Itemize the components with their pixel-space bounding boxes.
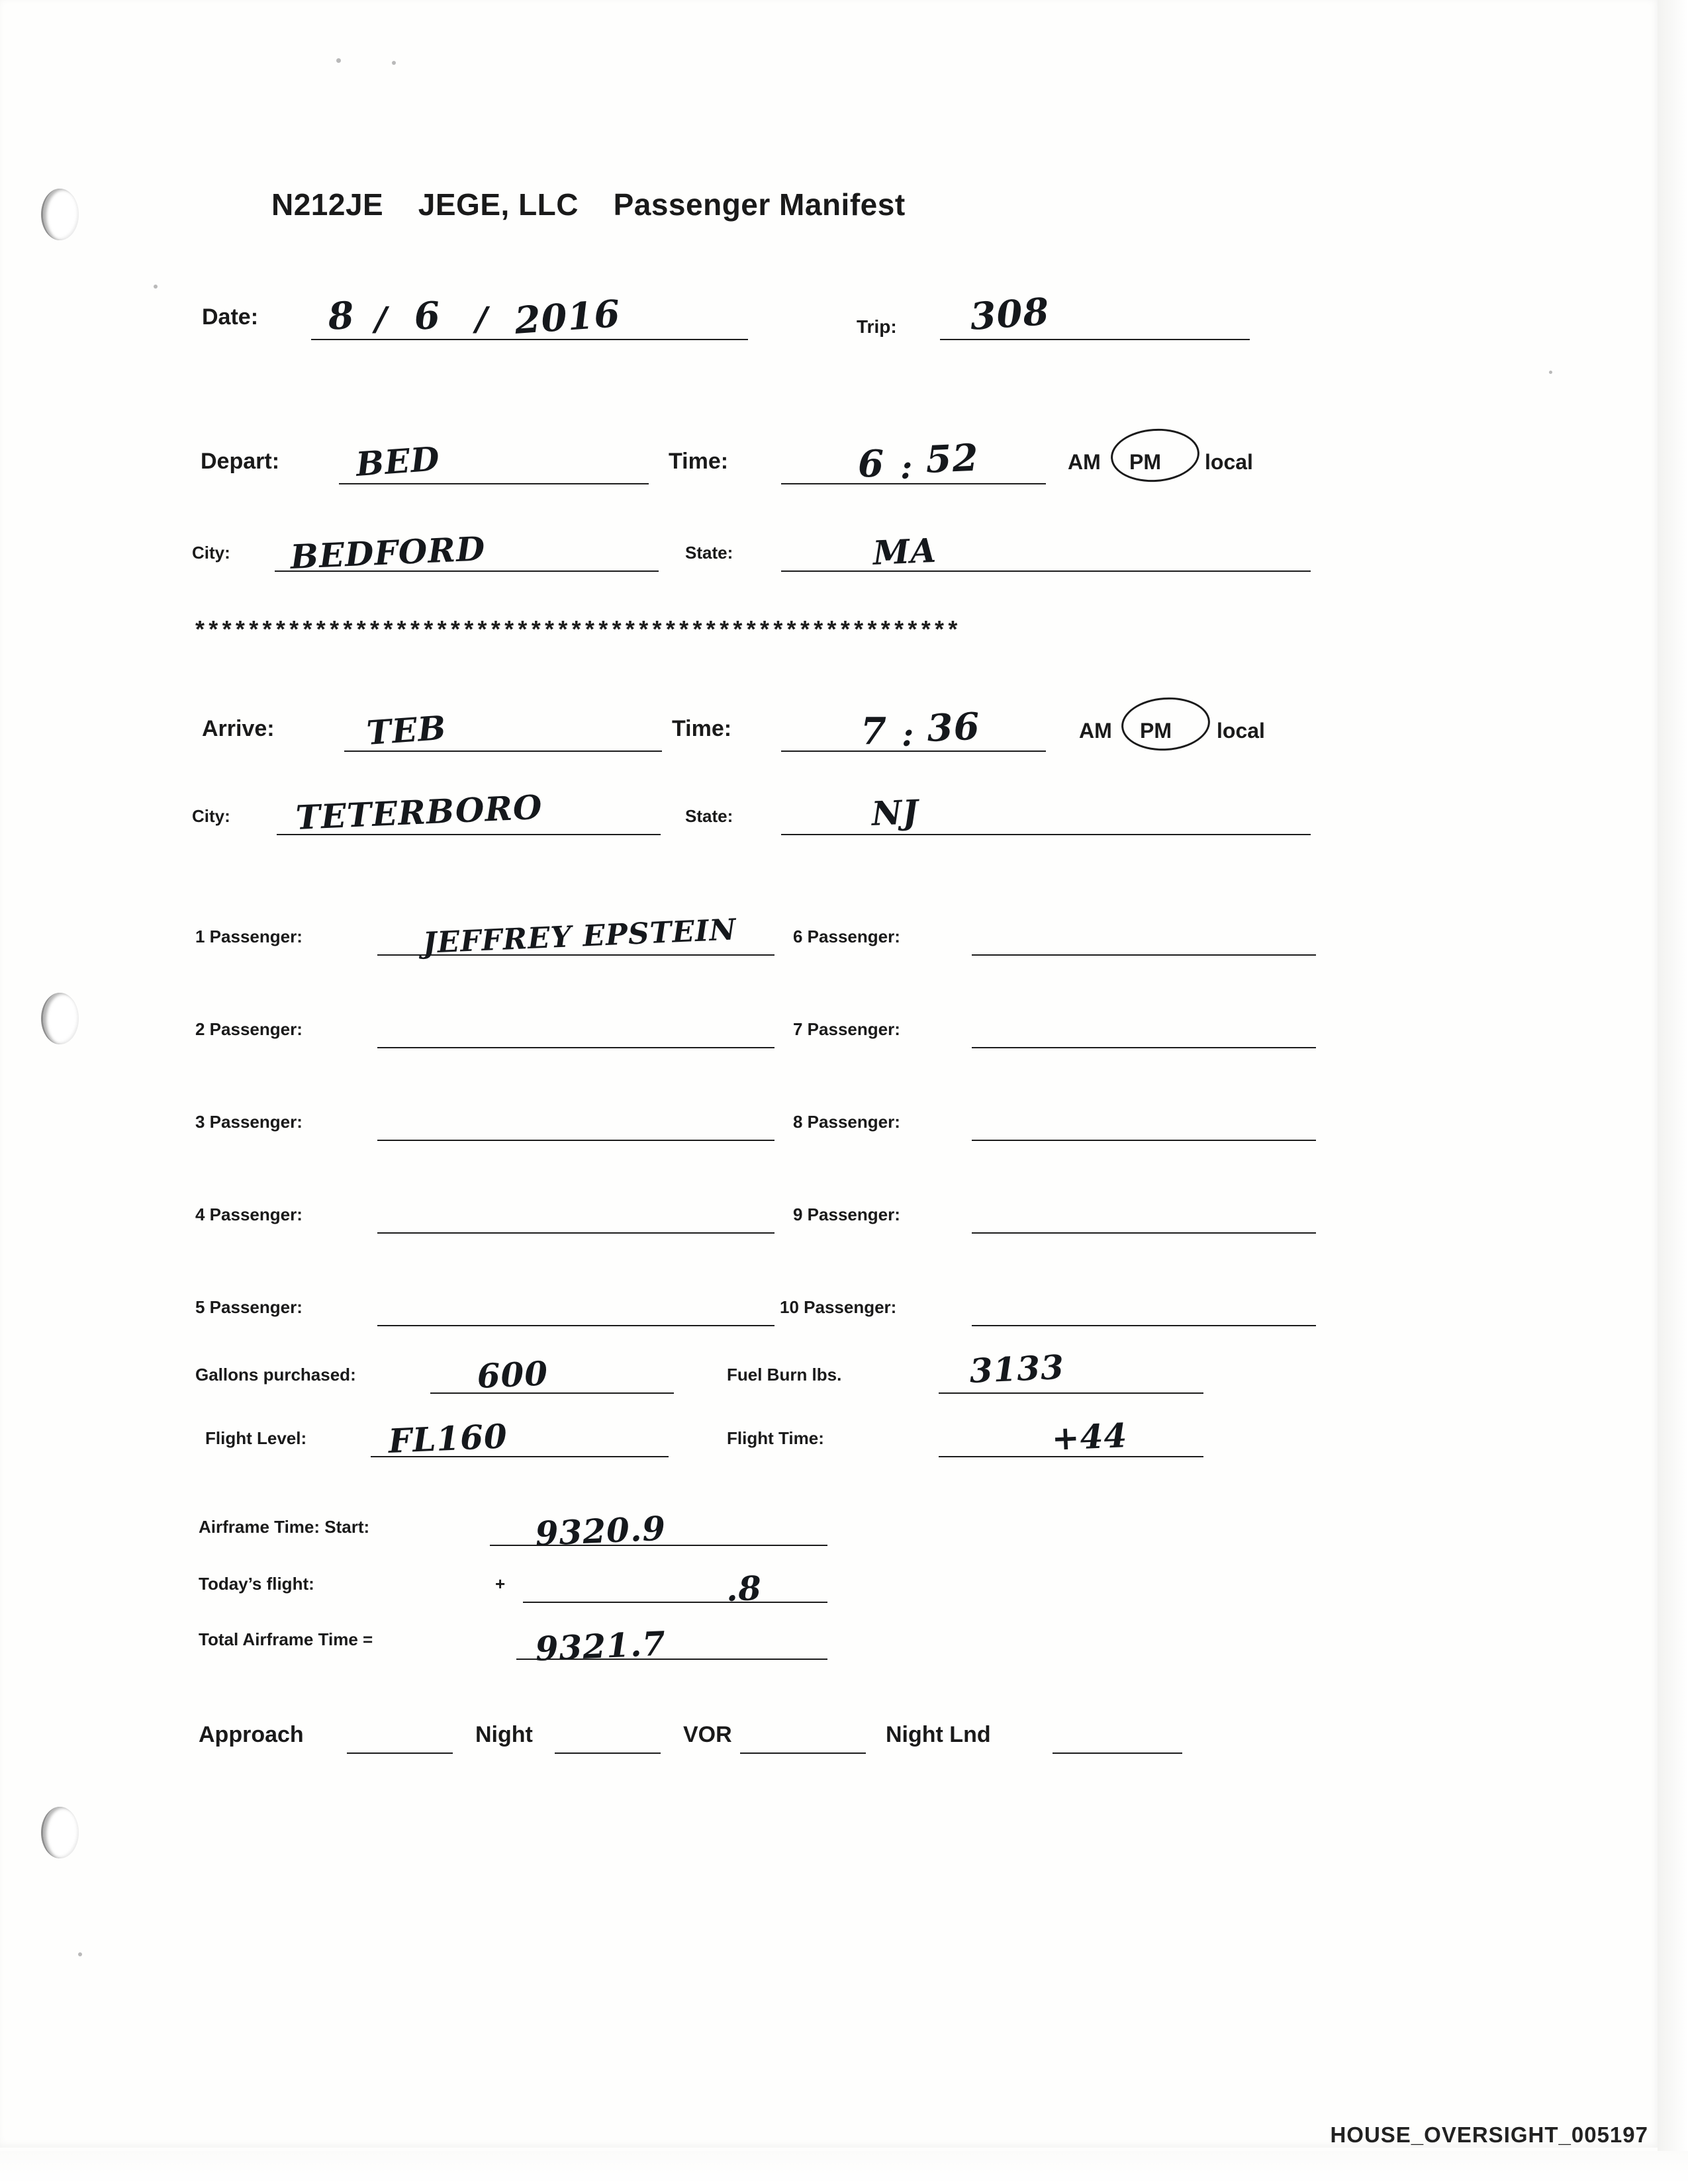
punch-hole-icon xyxy=(41,189,79,240)
night-lnd-label: Night Lnd xyxy=(886,1722,991,1747)
depart-am-option[interactable]: AM xyxy=(1068,450,1101,474)
todays-flight-value[interactable]: .8 xyxy=(725,1568,763,1609)
gallons-purchased-rule xyxy=(430,1392,674,1394)
arrive-time-colon: : xyxy=(902,715,915,754)
flight-level-value[interactable]: FL160 xyxy=(387,1416,508,1461)
todays-flight-label: Today’s flight: xyxy=(199,1574,314,1594)
page-title xyxy=(271,187,906,222)
punch-hole-icon xyxy=(41,1807,79,1858)
trip-label: Trip: xyxy=(857,316,897,337)
fuel-burn-label: Fuel Burn lbs. xyxy=(727,1365,842,1385)
arrive-state-rule xyxy=(781,834,1311,835)
gallons-purchased-value[interactable]: 600 xyxy=(476,1353,549,1396)
flight-level-label: Flight Level: xyxy=(205,1428,307,1448)
page-edge-bottom xyxy=(0,2151,1688,2184)
trip-field-rule xyxy=(940,339,1250,340)
approach-label: Approach xyxy=(199,1722,304,1747)
depart-pm-option[interactable]: PM xyxy=(1129,450,1161,474)
punch-hole-icon xyxy=(41,993,79,1044)
arrive-state-value[interactable]: NJ xyxy=(870,792,920,833)
section-separator: ********************************************************* xyxy=(195,615,962,643)
document-bates-id: HOUSE_OVERSIGHT_005197 xyxy=(1330,2122,1648,2147)
total-airframe-label: Total Airframe Time = xyxy=(199,1629,373,1649)
date-day-value[interactable]: 6 xyxy=(412,293,442,339)
arrive-state-label: State: xyxy=(685,806,733,826)
night-lnd-rule xyxy=(1053,1752,1182,1754)
arrive-time-hour[interactable]: 7 xyxy=(861,709,887,753)
scan-speck xyxy=(78,1952,82,1956)
passenger-8-label: 8 Passenger: xyxy=(793,1112,900,1132)
flight-time-label: Flight Time: xyxy=(727,1428,824,1448)
depart-state-value[interactable]: MA xyxy=(872,530,938,572)
arrive-time-label: Time: xyxy=(672,716,732,741)
date-year-value[interactable]: 2016 xyxy=(513,292,622,343)
passenger-10-rule xyxy=(972,1325,1316,1326)
arrive-label: Arrive: xyxy=(202,716,275,741)
arrive-value[interactable]: TEB xyxy=(365,707,448,752)
scan-speck xyxy=(336,58,341,63)
depart-local-option[interactable]: local xyxy=(1205,450,1253,474)
airframe-start-label: Airframe Time: Start: xyxy=(199,1517,370,1537)
passenger-2-label: 2 Passenger: xyxy=(195,1019,303,1039)
passenger-7-rule xyxy=(972,1047,1316,1048)
night-label: Night xyxy=(475,1722,533,1747)
scan-speck xyxy=(1549,371,1552,374)
night-rule xyxy=(555,1752,661,1754)
passenger-4-rule xyxy=(377,1232,774,1234)
fuel-burn-rule xyxy=(939,1392,1203,1394)
passenger-1-label: 1 Passenger: xyxy=(195,927,303,946)
passenger-10-label: 10 Passenger: xyxy=(780,1297,897,1317)
depart-time-minute[interactable]: 52 xyxy=(925,435,980,482)
passenger-7-label: 7 Passenger: xyxy=(793,1019,900,1039)
date-month-value[interactable]: 8 xyxy=(326,293,356,339)
title-form-name: Passenger Manifest xyxy=(613,187,906,222)
passenger-5-label: 5 Passenger: xyxy=(195,1297,303,1317)
depart-field-rule xyxy=(339,483,649,484)
passenger-8-rule xyxy=(972,1140,1316,1141)
depart-label: Depart: xyxy=(201,449,280,474)
scan-speck xyxy=(154,285,158,289)
arrive-city-value[interactable]: TETERBORO xyxy=(295,787,543,837)
depart-time-label: Time: xyxy=(669,449,729,474)
passenger-1-name[interactable]: JEFFREY EPSTEIN xyxy=(422,913,737,960)
page-edge-right xyxy=(1658,0,1688,2184)
date-slash-2: / xyxy=(475,299,489,338)
arrive-pm-option[interactable]: PM xyxy=(1140,719,1172,743)
depart-city-value[interactable]: BEDFORD xyxy=(289,529,487,576)
arrive-time-minute[interactable]: 36 xyxy=(926,704,981,751)
passenger-4-label: 4 Passenger: xyxy=(195,1205,303,1224)
depart-state-rule xyxy=(781,570,1311,572)
passenger-3-rule xyxy=(377,1140,774,1141)
airframe-start-value[interactable]: 9320.9 xyxy=(534,1508,667,1553)
vor-label: VOR xyxy=(683,1722,732,1747)
depart-time-colon: : xyxy=(900,447,914,486)
approach-rule xyxy=(347,1752,453,1754)
flight-time-value[interactable]: +44 xyxy=(1051,1416,1129,1458)
total-airframe-value[interactable]: 9321.7 xyxy=(534,1623,667,1668)
depart-time-hour[interactable]: 6 xyxy=(858,442,884,486)
passenger-9-label: 9 Passenger: xyxy=(793,1205,900,1224)
passenger-5-rule xyxy=(377,1325,774,1326)
passenger-2-rule xyxy=(377,1047,774,1048)
passenger-9-rule xyxy=(972,1232,1316,1234)
passenger-6-label: 6 Passenger: xyxy=(793,927,900,946)
fuel-burn-value[interactable]: 3133 xyxy=(968,1347,1066,1390)
date-label: Date: xyxy=(202,304,259,330)
title-tail-number: N212JE xyxy=(271,187,384,222)
scan-speck xyxy=(392,61,396,65)
depart-city-label: City: xyxy=(192,543,230,563)
todays-flight-plus-sign: + xyxy=(495,1574,506,1594)
gallons-purchased-label: Gallons purchased: xyxy=(195,1365,356,1385)
vor-rule xyxy=(740,1752,866,1754)
title-operator: JEGE, LLC xyxy=(418,187,579,222)
depart-state-label: State: xyxy=(685,543,733,563)
arrive-city-label: City: xyxy=(192,806,230,826)
passenger-6-rule xyxy=(972,954,1316,956)
date-slash-1: / xyxy=(375,299,388,338)
depart-time-rule xyxy=(781,483,1046,484)
arrive-am-option[interactable]: AM xyxy=(1079,719,1112,743)
arrive-local-option[interactable]: local xyxy=(1217,719,1265,743)
trip-value[interactable]: 308 xyxy=(968,289,1051,339)
passenger-3-label: 3 Passenger: xyxy=(195,1112,303,1132)
todays-flight-rule xyxy=(523,1602,827,1603)
depart-value[interactable]: BED xyxy=(354,439,442,484)
